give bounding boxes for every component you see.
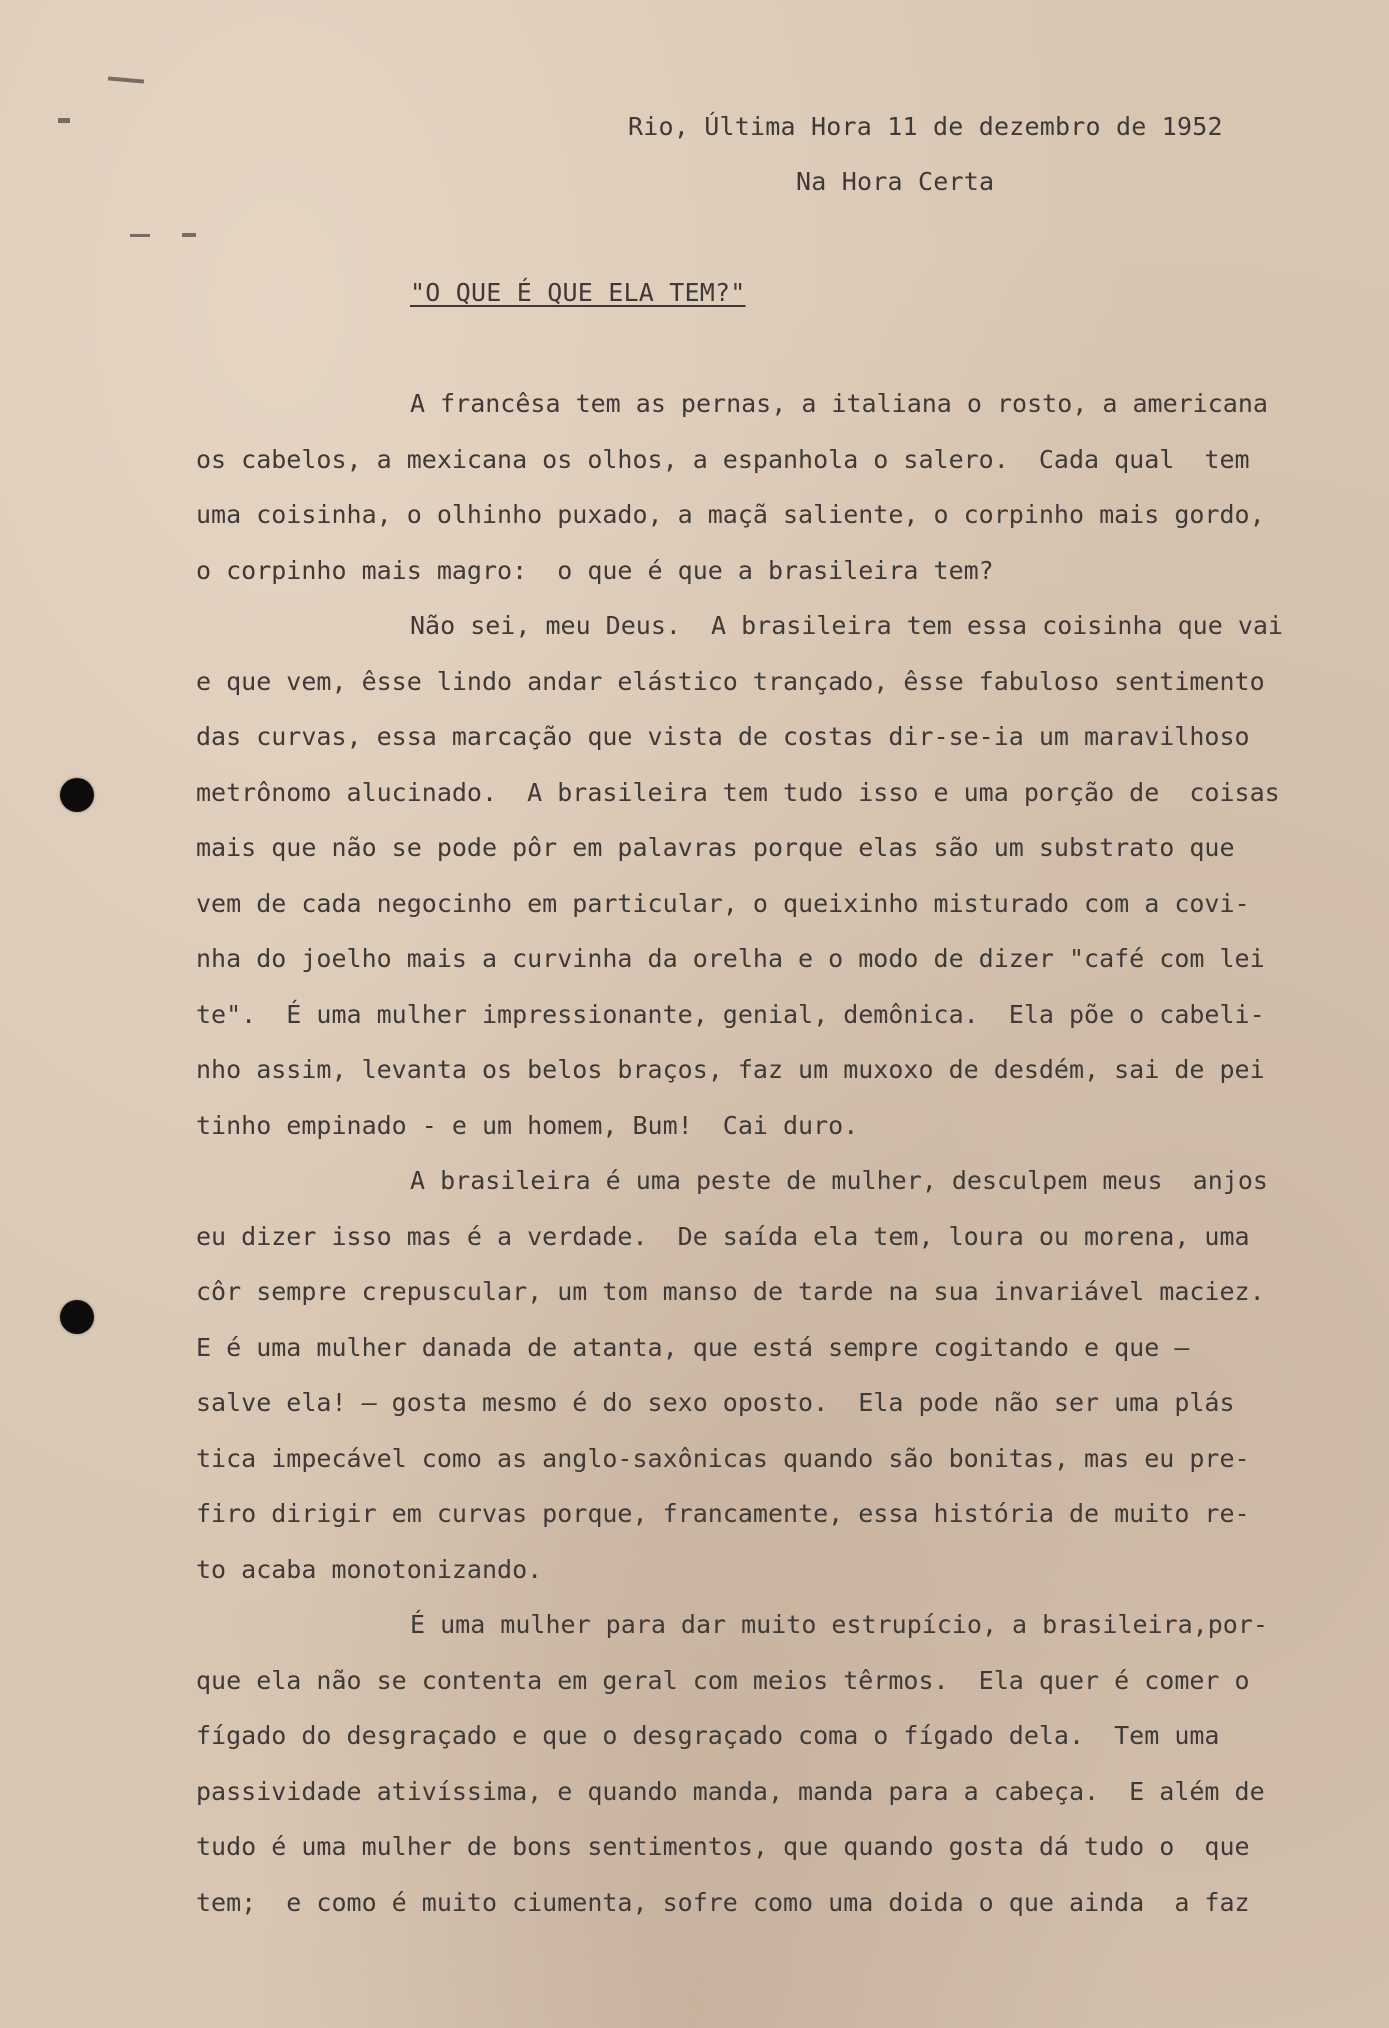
ink-mark [58, 118, 70, 123]
body-line: nho assim, levanta os belos braços, faz um muxoxo de desdém, sai de pei [196, 1055, 1265, 1084]
article-body [196, 376, 1382, 1930]
ink-mark [108, 76, 144, 83]
dateline: Rio, Última Hora 11 de dezembro de 1952 [628, 112, 1223, 141]
body-line: E é uma mulher danada de atanta, que está sempre cogitando e que — [196, 1332, 1190, 1362]
body-line: Não sei, meu Deus. A brasileira tem essa coisinha que vai [410, 611, 1283, 640]
body-line: te". É uma mulher impressionante, genial, demônica. Ela põe o cabeli- [196, 999, 1265, 1029]
body-line: côr sempre crepuscular, um tom manso de tarde na sua invariável maciez. [196, 1277, 1265, 1306]
body-line: tem; e como é muito ciumenta, sofre como uma doida o que ainda a faz [196, 1887, 1250, 1917]
body-line: É uma mulher para dar muito estrupício, a brasileira,por- [410, 1610, 1268, 1639]
body-line: que ela não se contenta em geral com meios têrmos. Ela quer é comer o [196, 1665, 1250, 1695]
body-line: firo dirigir em curvas porque, francamente, essa história de muito re- [196, 1499, 1250, 1528]
body-line: to acaba monotonizando. [196, 1554, 543, 1584]
body-line: salve ela! — gosta mesmo é do sexo oposto. Ela pode não ser uma plás [196, 1388, 1235, 1417]
body-line: tudo é uma mulher de bons sentimentos, que quando gosta dá tudo o que [196, 1832, 1250, 1861]
punch-hole [60, 778, 94, 812]
body-line: o corpinho mais magro: o que é que a brasileira tem? [196, 555, 994, 585]
ink-mark [130, 234, 150, 237]
body-line: A brasileira é uma peste de mulher, desculpem meus anjos [410, 1166, 1268, 1195]
body-line: e que vem, êsse lindo andar elástico trançado, êsse fabuloso sentimento [196, 666, 1265, 696]
body-line: eu dizer isso mas é a verdade. De saída ela tem, loura ou morena, uma [196, 1221, 1250, 1251]
body-line: A francêsa tem as pernas, a italiana o rosto, a americana [410, 389, 1268, 418]
column-name: Na Hora Certa [796, 167, 995, 196]
body-line: nha do joelho mais a curvinha da orelha e o modo de dizer "café com lei [196, 944, 1265, 973]
article-title: "O QUE É QUE ELA TEM?" [410, 278, 746, 307]
body-line: uma coisinha, o olhinho puxado, a maçã saliente, o corpinho mais gordo, [196, 500, 1265, 529]
body-line: mais que não se pode pôr em palavras porque elas são um substrato que [196, 833, 1235, 862]
body-line: das curvas, essa marcação que vista de costas dir-se-ia um maravilhoso [196, 722, 1250, 751]
body-line: fígado do desgraçado e que o desgraçado coma o fígado dela. Tem uma [196, 1721, 1220, 1750]
ink-mark [182, 233, 196, 237]
body-line: vem de cada negocinho em particular, o queixinho misturado com a covi- [196, 888, 1250, 918]
punch-hole [60, 1300, 94, 1334]
body-line: tinho empinado - e um homem, Bum! Cai duro. [196, 1110, 859, 1140]
body-line: passividade ativíssima, e quando manda, manda para a cabeça. E além de [196, 1776, 1265, 1806]
body-line: os cabelos, a mexicana os olhos, a espanhola o salero. Cada qual tem [196, 444, 1250, 474]
body-line: tica impecável como as anglo-saxônicas quando são bonitas, mas eu pre- [196, 1443, 1250, 1473]
body-line: metrônomo alucinado. A brasileira tem tudo isso e uma porção de coisas [196, 777, 1280, 807]
